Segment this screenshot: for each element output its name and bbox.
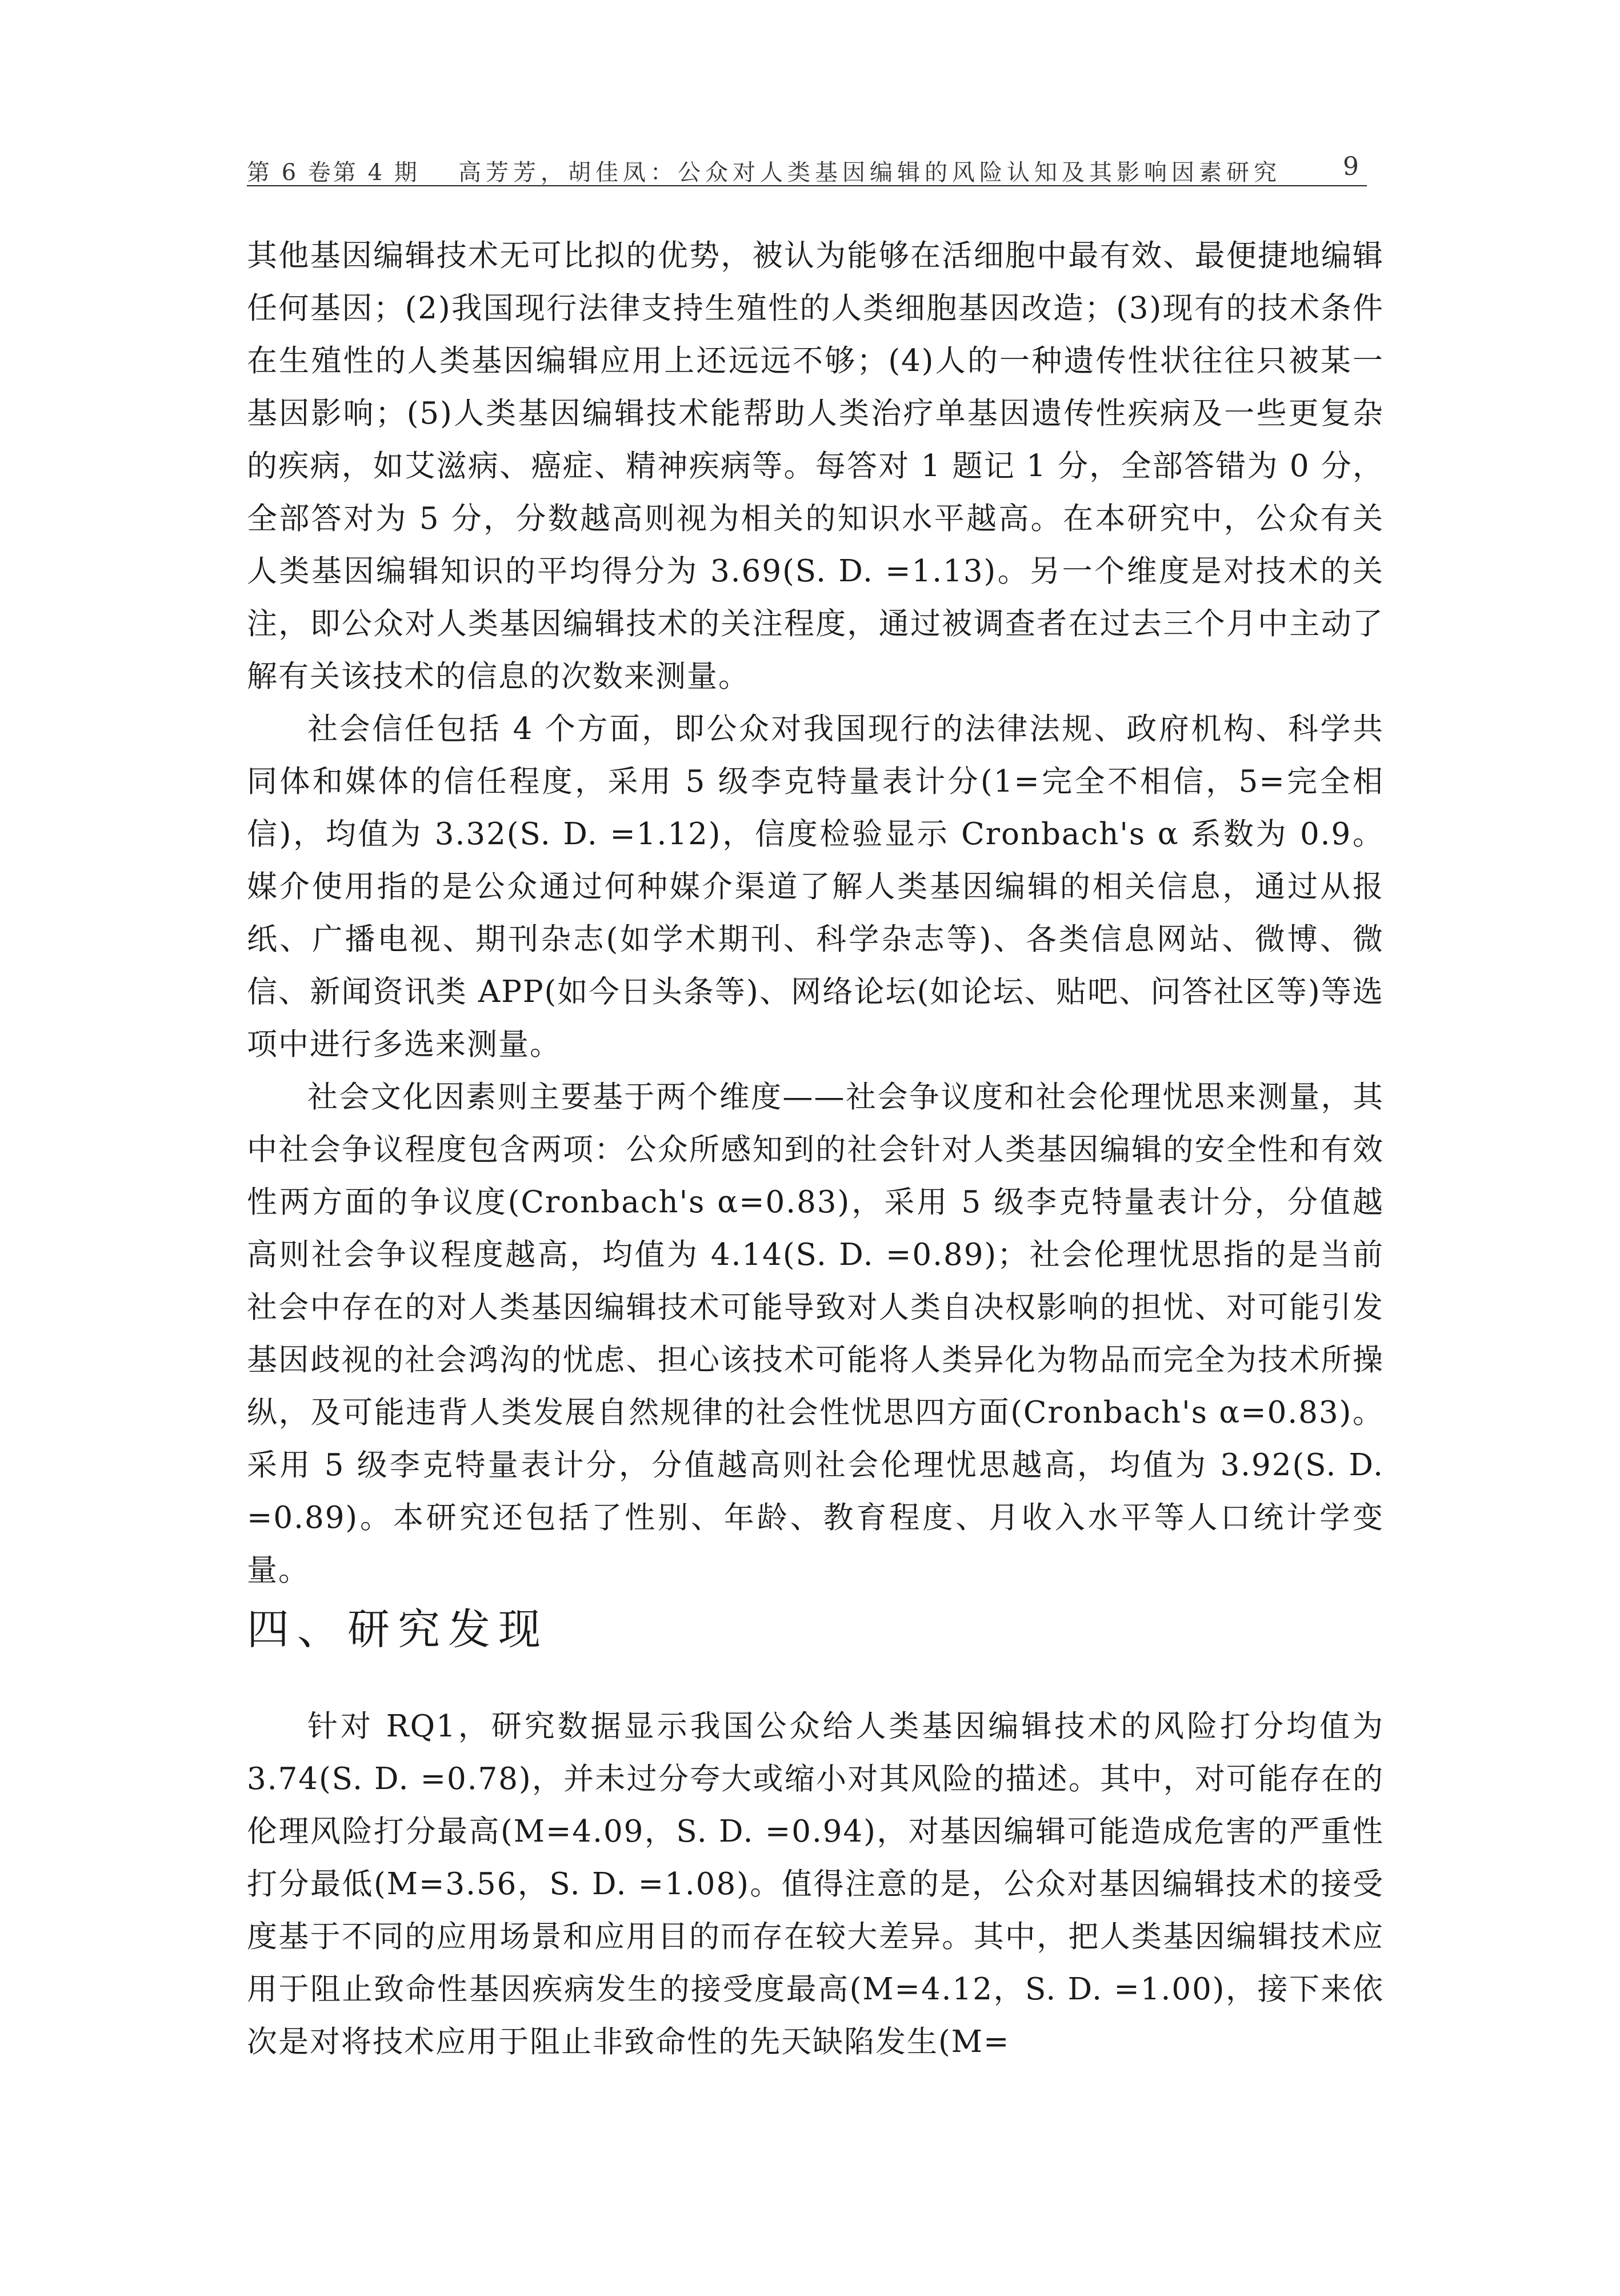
paragraph: 针对 RQ1，研究数据显示我国公众给人类基因编辑技术的风险打分均值为 3.74(S. D. =0.78)，并未过分夸大或缩小对其风险的描述。其中，对可能存在的伦理风险打分最高(M=4.09，S. D. =0.94)，对基因编辑可能造成危害的严重性打分最低(M=3.56，S. D. =1.08)。值得注意的是，公众对基因编辑技术的接受度基于不同的应用场景和应用目的而存在较大差异。其中，把人类基因编辑技术应用于阻止致命性基因疾病发生的接受度最高(M=4.12，S. D. =1.00)，接下来依次是对将技术应用于阻止非致命性的先天缺陷发生(M=: [247, 1709, 1384, 2059]
running-title: 高芳芳，胡佳凤：公众对人类基因编辑的风险认知及其影响因素研究: [458, 159, 1281, 186]
journal-issue: 第 6 卷第 4 期: [247, 159, 419, 186]
paragraph: 社会文化因素则主要基于两个维度——社会争议度和社会伦理忧思来测量，其中社会争议程度包含两项：公众所感知到的社会针对人类基因编辑的安全性和有效性两方面的争议度(Cronbach's α=0.83)，采用 5 级李克特量表计分，分值越高则社会争议程度越高，均值为 4.14(S. D. =0.89)；社会伦理忧思指的是当前社会中存在的对人类基因编辑技术可能导致对人类自决权影响的担忧、对可能引发基因歧视的社会鸿沟的忧虑、担心该技术可能将人类异化为物品而完全为技术所操纵，及可能违背人类发展自然规律的社会性忧思四方面(Cronbach's α=0.83)。采用 5 级李克特量表计分，分值越高则社会伦理忧思越高，均值为 3.92(S. D. =0.89)。本研究还包括了性别、年龄、教育程度、月收入水平等人口统计学变量。: [247, 1080, 1384, 1588]
paragraph: 社会信任包括 4 个方面，即公众对我国现行的法律法规、政府机构、科学共同体和媒体的信任程度，采用 5 级李克特量表计分(1=完全不相信，5=完全相信)，均值为 3.32(S. D. =1.12)，信度检验显示 Cronbach's α 系数为 0.9。媒介使用指的是公众通过何种媒介渠道了解人类基因编辑的相关信息，通过从报纸、广播电视、期刊杂志(如学术期刊、科学杂志等)、各类信息网站、微博、微信、新闻资讯类 APP(如今日头条等)、网络论坛(如论坛、贴吧、问答社区等)等选项中进行多选来测量。: [247, 712, 1384, 1062]
page-header: [247, 150, 1367, 186]
paragraph: 其他基因编辑技术无可比拟的优势，被认为能够在活细胞中最有效、最便捷地编辑任何基因；(2)我国现行法律支持生殖性的人类细胞基因改造；(3)现有的技术条件在生殖性的人类基因编辑应用上还远远不够；(4)人的一种遗传性状往往只被某一基因影响；(5)人类基因编辑技术能帮助人类治疗单基因遗传性疾病及一些更复杂的疾病，如艾滋病、癌症、精神疾病等。每答对 1 题记 1 分，全部答错为 0 分，全部答对为 5 分，分数越高则视为相关的知识水平越高。在本研究中，公众有关人类基因编辑知识的平均得分为 3.69(S. D. =1.13)。另一个维度是对技术的关注，即公众对人类基因编辑技术的关注程度，通过被调查者在过去三个月中主动了解有关该技术的信息的次数来测量。: [247, 238, 1384, 694]
body-text-section: [247, 1700, 1384, 2069]
page-number: 9: [1343, 152, 1359, 181]
body-text-upper: [247, 230, 1384, 1597]
section-heading: 四、研究发现: [247, 1605, 549, 1654]
